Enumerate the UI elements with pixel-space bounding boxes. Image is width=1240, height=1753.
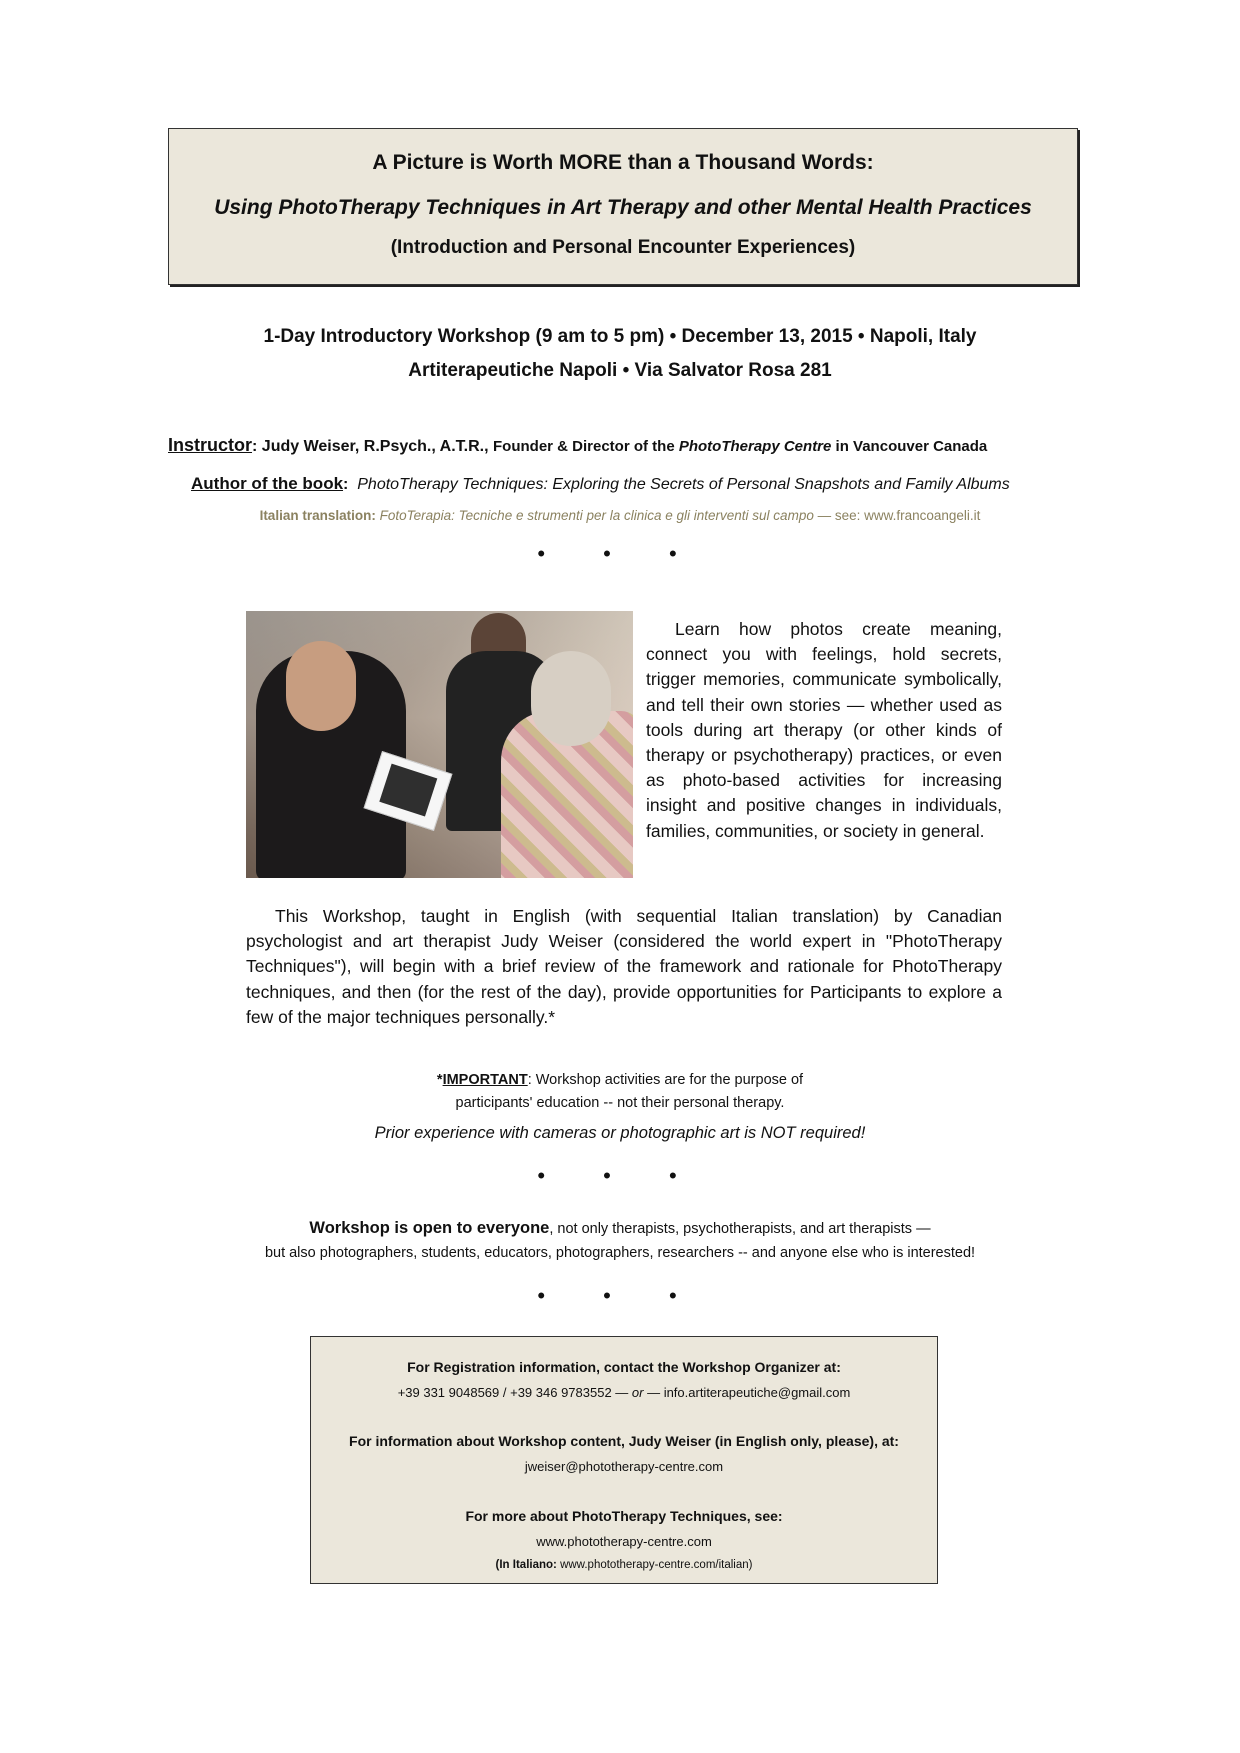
important-text-1: : Workshop activities are for the purpose of [527, 1072, 804, 1088]
instructor-name: Judy Weiser, R.Psych., A.T.R., [261, 438, 493, 455]
divider-dots-3: • • • [537, 1283, 703, 1308]
italiano-url[interactable]: www.phototherapy-centre.com/italian) [556, 1559, 753, 1571]
important-star: * [436, 1072, 443, 1088]
instructor-role-pre: Founder & Director of the [493, 438, 679, 455]
content-info-heading: For information about Workshop content, Judy Weiser (in English only, please), at: [349, 1433, 899, 1449]
registration-phones: +39 331 9048569 / +39 346 9783552 — [397, 1385, 632, 1400]
important-note [0, 1069, 1240, 1115]
prior-experience-note: Prior experience with cameras or photographic art is NOT required! [374, 1124, 866, 1142]
divider-dots-1: • • • [537, 541, 703, 566]
contact-box [310, 1336, 938, 1584]
content-info-email[interactable]: jweiser@phototherapy-centre.com [524, 1459, 724, 1474]
workshop-paragraph: This Workshop, taught in English (with sequential Italian translation) by Canadian psychologist and art therapist Judy Weiser (considered the world expert in "PhotoTherapy Techniques"), will begin with a brief review of the framework and rationale for PhotoTherapy techniques, and then (for the rest of the day), provide opportunities for Participants to explore a few of the major techniques personally.* [246, 906, 1002, 1027]
registration-heading: For Registration information, contact the Workshop Organizer at: [407, 1359, 841, 1375]
more-info-url[interactable]: www.phototherapy-centre.com [536, 1534, 712, 1549]
open-to-everyone-line-1 [0, 1219, 1240, 1238]
book-title: PhotoTherapy Techniques: Exploring the Secrets of Personal Snapshots and Family Albums [357, 476, 1010, 493]
italian-label: Italian translation: [259, 508, 376, 523]
open-bold: Workshop is open to everyone [309, 1219, 550, 1237]
more-info-heading: For more about PhotoTherapy Techniques, see: [465, 1508, 783, 1524]
main-title: A Picture is Worth MORE than a Thousand Words: [372, 151, 874, 174]
open-to-everyone-line-2: but also photographers, students, educators, photographers, researchers -- and anyone else who is interested! [264, 1245, 976, 1261]
subtitle: Using PhotoTherapy Techniques in Art Therapy and other Mental Health Practices [214, 196, 1032, 219]
italian-link: — see: www.francoangeli.it [813, 508, 981, 523]
divider-dots-2: • • • [537, 1163, 703, 1188]
italiano-line [311, 1559, 937, 1571]
workshop-photo [246, 611, 633, 878]
italiano-label: (In Italiano: [495, 1559, 557, 1571]
important-label: IMPORTANT [442, 1072, 528, 1088]
italian-title: FotoTerapia: Tecniche e strumenti per la clinica e gli interventi sul campo [379, 508, 814, 523]
subtitle-note: (Introduction and Personal Encounter Experiences) [390, 237, 856, 258]
event-details: 1-Day Introductory Workshop (9 am to 5 pm) • December 13, 2015 • Napoli, Italy [263, 326, 977, 347]
registration-contact [311, 1385, 937, 1400]
instructor-line: Instructor: Judy Weiser, R.Psych., A.T.R., Founder & Director of the PhotoTherapy Centre in Vancouver Canada [168, 435, 988, 455]
intro-paragraph: Learn how photos create meaning, connect you with feelings, hold secrets, trigger memories, communicate symbolically, and tell their own stories — whether used as tools during art therapy (or other kinds of therapy or psychotherapy) practices, or even as photo-based activities for increasing insight and positive changes in individuals, families, communities, or society in general. [646, 619, 1002, 841]
registration-or: or [631, 1385, 644, 1400]
instructor-centre: PhotoTherapy Centre [678, 438, 832, 455]
author-line: Author of the book: PhotoTherapy Techniques: Exploring the Secrets of Personal Snapshots and Family Albums [191, 474, 1010, 493]
italian-translation [0, 508, 1240, 523]
author-label: Author of the book [191, 474, 344, 493]
event-location: Artiterapeutiche Napoli • Via Salvator Rosa 281 [408, 360, 832, 381]
instructor-label: Instructor [168, 435, 253, 455]
instructor-role-post: in Vancouver Canada [831, 438, 988, 455]
open-rest: , not only therapists, psychotherapists, and art therapists — [549, 1221, 931, 1237]
title-box [168, 128, 1078, 285]
important-text-2: participants' education -- not their personal therapy. [455, 1095, 785, 1111]
registration-email[interactable]: — info.artiterapeutiche@gmail.com [643, 1385, 851, 1400]
